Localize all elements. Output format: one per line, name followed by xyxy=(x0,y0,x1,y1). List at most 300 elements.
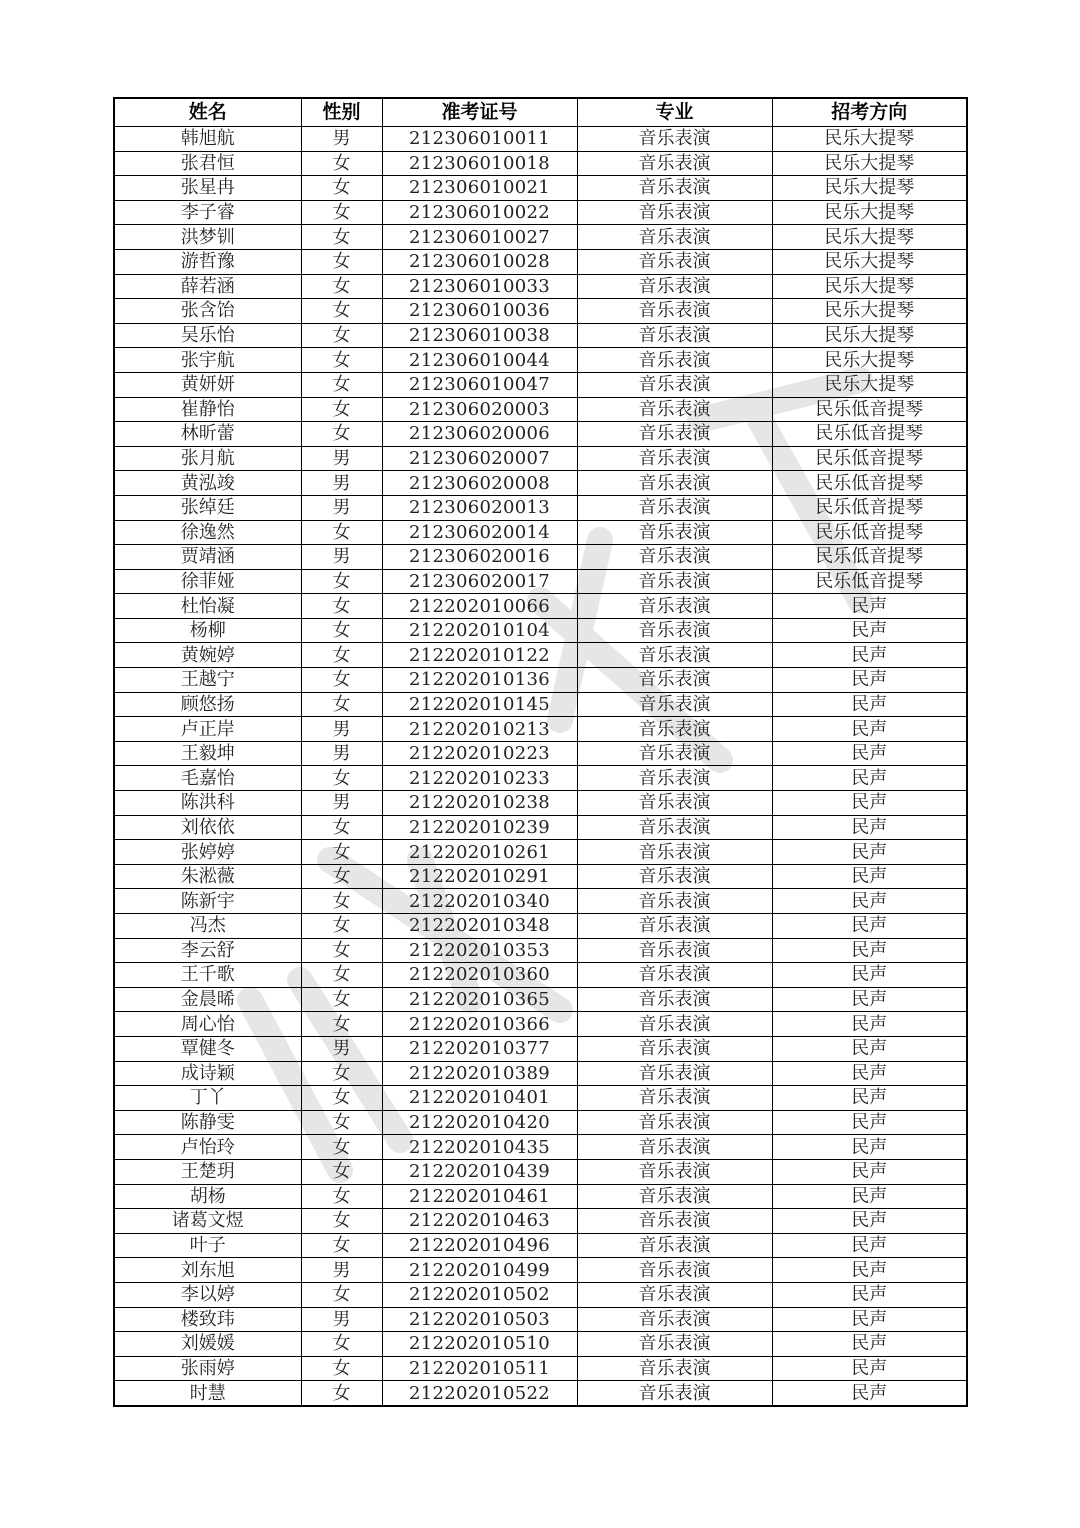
cell-name: 徐逸然 xyxy=(114,520,301,545)
cell-exam-id: 212202010360 xyxy=(382,963,577,988)
cell-gender: 女 xyxy=(301,815,382,840)
cell-name: 韩旭航 xyxy=(114,127,301,152)
cell-major: 音乐表演 xyxy=(577,889,772,914)
cell-direction: 民声 xyxy=(772,1233,967,1258)
cell-name: 张含饴 xyxy=(114,299,301,324)
table-row xyxy=(114,299,967,324)
cell-gender: 女 xyxy=(301,692,382,717)
cell-gender: 女 xyxy=(301,594,382,619)
header-row xyxy=(114,98,967,127)
cell-exam-id: 212306010021 xyxy=(382,176,577,201)
cell-major: 音乐表演 xyxy=(577,1209,772,1234)
cell-exam-id: 212306010022 xyxy=(382,200,577,225)
cell-exam-id: 212202010522 xyxy=(382,1381,577,1406)
header-major: 专业 xyxy=(577,98,772,127)
table-row xyxy=(114,987,967,1012)
cell-gender: 女 xyxy=(301,225,382,250)
cell-gender: 女 xyxy=(301,1184,382,1209)
cell-direction: 民声 xyxy=(772,1307,967,1332)
table-row xyxy=(114,1381,967,1406)
cell-name: 黄妍妍 xyxy=(114,372,301,397)
cell-direction: 民声 xyxy=(772,1135,967,1160)
cell-gender: 男 xyxy=(301,1307,382,1332)
cell-major: 音乐表演 xyxy=(577,1307,772,1332)
cell-major: 音乐表演 xyxy=(577,1135,772,1160)
table-row xyxy=(114,1356,967,1381)
cell-name: 张婷婷 xyxy=(114,840,301,865)
cell-exam-id: 212202010435 xyxy=(382,1135,577,1160)
cell-direction: 民声 xyxy=(772,815,967,840)
cell-major: 音乐表演 xyxy=(577,127,772,152)
cell-exam-id: 212306010044 xyxy=(382,348,577,373)
cell-name: 王千歌 xyxy=(114,963,301,988)
table-row xyxy=(114,1012,967,1037)
cell-name: 洪梦钏 xyxy=(114,225,301,250)
cell-major: 音乐表演 xyxy=(577,815,772,840)
cell-name: 诸葛文煜 xyxy=(114,1209,301,1234)
table-row xyxy=(114,963,967,988)
cell-gender: 女 xyxy=(301,176,382,201)
cell-direction: 民声 xyxy=(772,1086,967,1111)
cell-name: 杜怡凝 xyxy=(114,594,301,619)
cell-direction: 民声 xyxy=(772,791,967,816)
cell-exam-id: 212202010104 xyxy=(382,618,577,643)
cell-name: 叶子 xyxy=(114,1233,301,1258)
cell-gender: 男 xyxy=(301,127,382,152)
cell-exam-id: 212306010027 xyxy=(382,225,577,250)
cell-exam-id: 212306020016 xyxy=(382,545,577,570)
cell-exam-id: 212202010365 xyxy=(382,987,577,1012)
cell-name: 时慧 xyxy=(114,1381,301,1406)
table-row xyxy=(114,938,967,963)
cell-name: 刘东旭 xyxy=(114,1258,301,1283)
table-row xyxy=(114,471,967,496)
cell-direction: 民声 xyxy=(772,1012,967,1037)
cell-exam-id: 212202010340 xyxy=(382,889,577,914)
cell-name: 张绰廷 xyxy=(114,495,301,520)
cell-gender: 女 xyxy=(301,422,382,447)
cell-name: 卢怡玲 xyxy=(114,1135,301,1160)
header-exam-id: 准考证号 xyxy=(382,98,577,127)
cell-major: 音乐表演 xyxy=(577,766,772,791)
table-row xyxy=(114,1135,967,1160)
cell-gender: 女 xyxy=(301,766,382,791)
cell-direction: 民声 xyxy=(772,594,967,619)
cell-gender: 女 xyxy=(301,520,382,545)
cell-gender: 男 xyxy=(301,791,382,816)
cell-major: 音乐表演 xyxy=(577,791,772,816)
cell-major: 音乐表演 xyxy=(577,569,772,594)
cell-name: 王越宁 xyxy=(114,668,301,693)
cell-name: 陈静雯 xyxy=(114,1110,301,1135)
cell-major: 音乐表演 xyxy=(577,914,772,939)
cell-direction: 民乐大提琴 xyxy=(772,176,967,201)
cell-gender: 女 xyxy=(301,889,382,914)
cell-exam-id: 212202010463 xyxy=(382,1209,577,1234)
cell-name: 贾靖涵 xyxy=(114,545,301,570)
cell-exam-id: 212306010038 xyxy=(382,323,577,348)
cell-exam-id: 212306020006 xyxy=(382,422,577,447)
table-row xyxy=(114,1258,967,1283)
header-gender: 性别 xyxy=(301,98,382,127)
cell-exam-id: 212202010261 xyxy=(382,840,577,865)
cell-exam-id: 212202010366 xyxy=(382,1012,577,1037)
cell-direction: 民声 xyxy=(772,1381,967,1406)
cell-exam-id: 212202010401 xyxy=(382,1086,577,1111)
cell-exam-id: 212202010145 xyxy=(382,692,577,717)
cell-major: 音乐表演 xyxy=(577,397,772,422)
cell-direction: 民声 xyxy=(772,1282,967,1307)
table-row xyxy=(114,741,967,766)
cell-name: 陈新宇 xyxy=(114,889,301,914)
cell-name: 楼致玮 xyxy=(114,1307,301,1332)
cell-exam-id: 212202010502 xyxy=(382,1282,577,1307)
cell-name: 李云舒 xyxy=(114,938,301,963)
cell-exam-id: 212202010353 xyxy=(382,938,577,963)
cell-direction: 民乐低音提琴 xyxy=(772,397,967,422)
table-row xyxy=(114,495,967,520)
cell-exam-id: 212306010028 xyxy=(382,249,577,274)
cell-major: 音乐表演 xyxy=(577,741,772,766)
cell-exam-id: 212202010377 xyxy=(382,1036,577,1061)
cell-major: 音乐表演 xyxy=(577,1086,772,1111)
cell-gender: 男 xyxy=(301,495,382,520)
cell-name: 崔静怡 xyxy=(114,397,301,422)
cell-direction: 民声 xyxy=(772,692,967,717)
cell-exam-id: 212306020003 xyxy=(382,397,577,422)
cell-direction: 民乐低音提琴 xyxy=(772,569,967,594)
cell-direction: 民声 xyxy=(772,1332,967,1357)
cell-name: 王楚玥 xyxy=(114,1159,301,1184)
cell-name: 吴乐怡 xyxy=(114,323,301,348)
cell-direction: 民声 xyxy=(772,1356,967,1381)
cell-direction: 民声 xyxy=(772,840,967,865)
cell-exam-id: 212202010238 xyxy=(382,791,577,816)
cell-name: 张雨婷 xyxy=(114,1356,301,1381)
cell-gender: 女 xyxy=(301,1159,382,1184)
cell-major: 音乐表演 xyxy=(577,1282,772,1307)
cell-major: 音乐表演 xyxy=(577,348,772,373)
table-row xyxy=(114,446,967,471)
cell-direction: 民声 xyxy=(772,1110,967,1135)
cell-major: 音乐表演 xyxy=(577,840,772,865)
cell-major: 音乐表演 xyxy=(577,963,772,988)
table-row xyxy=(114,1184,967,1209)
cell-major: 音乐表演 xyxy=(577,938,772,963)
cell-exam-id: 212202010291 xyxy=(382,864,577,889)
cell-exam-id: 212202010213 xyxy=(382,717,577,742)
table-row xyxy=(114,840,967,865)
cell-exam-id: 212306020014 xyxy=(382,520,577,545)
table-row xyxy=(114,372,967,397)
table-row xyxy=(114,717,967,742)
cell-major: 音乐表演 xyxy=(577,1332,772,1357)
cell-major: 音乐表演 xyxy=(577,864,772,889)
cell-gender: 女 xyxy=(301,618,382,643)
cell-exam-id: 212306020017 xyxy=(382,569,577,594)
cell-major: 音乐表演 xyxy=(577,225,772,250)
table-row xyxy=(114,692,967,717)
cell-gender: 男 xyxy=(301,545,382,570)
cell-exam-id: 212202010496 xyxy=(382,1233,577,1258)
cell-gender: 女 xyxy=(301,938,382,963)
cell-major: 音乐表演 xyxy=(577,495,772,520)
cell-direction: 民乐低音提琴 xyxy=(772,520,967,545)
cell-major: 音乐表演 xyxy=(577,1356,772,1381)
cell-gender: 女 xyxy=(301,1110,382,1135)
cell-exam-id: 212202010439 xyxy=(382,1159,577,1184)
cell-gender: 女 xyxy=(301,274,382,299)
cell-name: 林昕蕾 xyxy=(114,422,301,447)
cell-major: 音乐表演 xyxy=(577,151,772,176)
table-row xyxy=(114,569,967,594)
cell-major: 音乐表演 xyxy=(577,372,772,397)
table-row xyxy=(114,1209,967,1234)
cell-name: 游哲豫 xyxy=(114,249,301,274)
cell-direction: 民声 xyxy=(772,766,967,791)
cell-direction: 民声 xyxy=(772,717,967,742)
cell-gender: 女 xyxy=(301,1135,382,1160)
cell-name: 朱淞薇 xyxy=(114,864,301,889)
admission-roster xyxy=(113,97,966,1407)
cell-name: 顾悠扬 xyxy=(114,692,301,717)
cell-name: 陈洪科 xyxy=(114,791,301,816)
cell-exam-id: 212306020013 xyxy=(382,495,577,520)
table-row xyxy=(114,766,967,791)
cell-gender: 男 xyxy=(301,446,382,471)
cell-gender: 女 xyxy=(301,840,382,865)
table-row xyxy=(114,348,967,373)
cell-gender: 男 xyxy=(301,1036,382,1061)
cell-major: 音乐表演 xyxy=(577,422,772,447)
cell-direction: 民声 xyxy=(772,1061,967,1086)
cell-direction: 民声 xyxy=(772,1036,967,1061)
cell-exam-id: 212202010511 xyxy=(382,1356,577,1381)
cell-gender: 女 xyxy=(301,569,382,594)
cell-gender: 男 xyxy=(301,717,382,742)
cell-exam-id: 212306010047 xyxy=(382,372,577,397)
cell-direction: 民声 xyxy=(772,864,967,889)
table-row xyxy=(114,791,967,816)
cell-direction: 民声 xyxy=(772,1258,967,1283)
cell-major: 音乐表演 xyxy=(577,200,772,225)
cell-major: 音乐表演 xyxy=(577,618,772,643)
cell-gender: 女 xyxy=(301,200,382,225)
roster-table xyxy=(113,97,968,1407)
cell-major: 音乐表演 xyxy=(577,1061,772,1086)
cell-exam-id: 212306020007 xyxy=(382,446,577,471)
cell-name: 覃健冬 xyxy=(114,1036,301,1061)
cell-gender: 女 xyxy=(301,987,382,1012)
cell-major: 音乐表演 xyxy=(577,594,772,619)
cell-major: 音乐表演 xyxy=(577,1012,772,1037)
cell-exam-id: 212202010122 xyxy=(382,643,577,668)
cell-direction: 民声 xyxy=(772,914,967,939)
table-row xyxy=(114,225,967,250)
cell-name: 刘媛媛 xyxy=(114,1332,301,1357)
cell-exam-id: 212202010233 xyxy=(382,766,577,791)
table-row xyxy=(114,422,967,447)
cell-major: 音乐表演 xyxy=(577,176,772,201)
cell-name: 李以婷 xyxy=(114,1282,301,1307)
table-row xyxy=(114,643,967,668)
cell-exam-id: 212306010018 xyxy=(382,151,577,176)
cell-gender: 女 xyxy=(301,1209,382,1234)
table-row xyxy=(114,200,967,225)
table-row xyxy=(114,618,967,643)
cell-major: 音乐表演 xyxy=(577,323,772,348)
cell-direction: 民声 xyxy=(772,741,967,766)
cell-direction: 民声 xyxy=(772,1209,967,1234)
cell-major: 音乐表演 xyxy=(577,1381,772,1406)
cell-direction: 民乐大提琴 xyxy=(772,372,967,397)
cell-gender: 男 xyxy=(301,1258,382,1283)
cell-gender: 女 xyxy=(301,963,382,988)
cell-exam-id: 212202010499 xyxy=(382,1258,577,1283)
cell-name: 徐菲娅 xyxy=(114,569,301,594)
cell-exam-id: 212306020008 xyxy=(382,471,577,496)
cell-gender: 女 xyxy=(301,397,382,422)
cell-major: 音乐表演 xyxy=(577,249,772,274)
cell-name: 张月航 xyxy=(114,446,301,471)
cell-gender: 女 xyxy=(301,1282,382,1307)
cell-gender: 女 xyxy=(301,372,382,397)
cell-name: 刘依依 xyxy=(114,815,301,840)
cell-major: 音乐表演 xyxy=(577,692,772,717)
cell-direction: 民声 xyxy=(772,938,967,963)
cell-major: 音乐表演 xyxy=(577,717,772,742)
cell-exam-id: 212306010011 xyxy=(382,127,577,152)
table-row xyxy=(114,1086,967,1111)
cell-direction: 民声 xyxy=(772,668,967,693)
table-row xyxy=(114,864,967,889)
table-row xyxy=(114,520,967,545)
cell-major: 音乐表演 xyxy=(577,446,772,471)
cell-exam-id: 212202010503 xyxy=(382,1307,577,1332)
cell-gender: 女 xyxy=(301,1356,382,1381)
cell-name: 毛嘉怡 xyxy=(114,766,301,791)
cell-exam-id: 212202010239 xyxy=(382,815,577,840)
table-row xyxy=(114,815,967,840)
cell-direction: 民声 xyxy=(772,987,967,1012)
cell-gender: 女 xyxy=(301,299,382,324)
cell-gender: 女 xyxy=(301,914,382,939)
cell-gender: 男 xyxy=(301,741,382,766)
cell-major: 音乐表演 xyxy=(577,1184,772,1209)
cell-major: 音乐表演 xyxy=(577,1110,772,1135)
cell-major: 音乐表演 xyxy=(577,274,772,299)
cell-exam-id: 212306010036 xyxy=(382,299,577,324)
table-row xyxy=(114,1036,967,1061)
cell-direction: 民乐大提琴 xyxy=(772,348,967,373)
cell-gender: 女 xyxy=(301,668,382,693)
cell-name: 薛若涵 xyxy=(114,274,301,299)
cell-gender: 女 xyxy=(301,249,382,274)
cell-direction: 民声 xyxy=(772,963,967,988)
cell-gender: 女 xyxy=(301,1061,382,1086)
cell-major: 音乐表演 xyxy=(577,643,772,668)
cell-gender: 女 xyxy=(301,864,382,889)
cell-gender: 女 xyxy=(301,348,382,373)
cell-gender: 女 xyxy=(301,643,382,668)
cell-name: 杨柳 xyxy=(114,618,301,643)
table-row xyxy=(114,545,967,570)
cell-major: 音乐表演 xyxy=(577,1159,772,1184)
table-row xyxy=(114,127,967,152)
cell-exam-id: 212202010136 xyxy=(382,668,577,693)
cell-major: 音乐表演 xyxy=(577,1036,772,1061)
cell-name: 周心怡 xyxy=(114,1012,301,1037)
header-direction: 招考方向 xyxy=(772,98,967,127)
cell-major: 音乐表演 xyxy=(577,520,772,545)
cell-major: 音乐表演 xyxy=(577,545,772,570)
cell-major: 音乐表演 xyxy=(577,299,772,324)
cell-name: 张君恒 xyxy=(114,151,301,176)
cell-gender: 女 xyxy=(301,1086,382,1111)
cell-name: 卢正岸 xyxy=(114,717,301,742)
table-row xyxy=(114,668,967,693)
cell-gender: 女 xyxy=(301,1381,382,1406)
table-row xyxy=(114,1061,967,1086)
cell-name: 李子睿 xyxy=(114,200,301,225)
cell-direction: 民乐低音提琴 xyxy=(772,495,967,520)
cell-exam-id: 212306010033 xyxy=(382,274,577,299)
table-row xyxy=(114,151,967,176)
cell-direction: 民乐大提琴 xyxy=(772,225,967,250)
table-row xyxy=(114,397,967,422)
cell-gender: 女 xyxy=(301,323,382,348)
cell-gender: 女 xyxy=(301,1012,382,1037)
cell-exam-id: 212202010348 xyxy=(382,914,577,939)
cell-direction: 民声 xyxy=(772,1184,967,1209)
cell-exam-id: 212202010389 xyxy=(382,1061,577,1086)
cell-name: 成诗颖 xyxy=(114,1061,301,1086)
cell-direction: 民乐大提琴 xyxy=(772,151,967,176)
table-row xyxy=(114,1332,967,1357)
table-row xyxy=(114,274,967,299)
cell-direction: 民乐低音提琴 xyxy=(772,471,967,496)
cell-gender: 男 xyxy=(301,471,382,496)
cell-exam-id: 212202010223 xyxy=(382,741,577,766)
cell-name: 黄泓竣 xyxy=(114,471,301,496)
cell-exam-id: 212202010066 xyxy=(382,594,577,619)
cell-name: 王毅坤 xyxy=(114,741,301,766)
cell-direction: 民乐大提琴 xyxy=(772,323,967,348)
cell-name: 黄婉婷 xyxy=(114,643,301,668)
cell-gender: 女 xyxy=(301,1332,382,1357)
cell-direction: 民声 xyxy=(772,643,967,668)
cell-major: 音乐表演 xyxy=(577,668,772,693)
table-row xyxy=(114,889,967,914)
cell-exam-id: 212202010510 xyxy=(382,1332,577,1357)
header-name: 姓名 xyxy=(114,98,301,127)
table-row xyxy=(114,1110,967,1135)
cell-name: 金晨晞 xyxy=(114,987,301,1012)
cell-major: 音乐表演 xyxy=(577,1258,772,1283)
table-row xyxy=(114,323,967,348)
cell-name: 胡杨 xyxy=(114,1184,301,1209)
cell-direction: 民乐低音提琴 xyxy=(772,545,967,570)
cell-major: 音乐表演 xyxy=(577,1233,772,1258)
cell-name: 张宇航 xyxy=(114,348,301,373)
cell-gender: 女 xyxy=(301,151,382,176)
cell-direction: 民乐大提琴 xyxy=(772,127,967,152)
cell-major: 音乐表演 xyxy=(577,471,772,496)
table-row xyxy=(114,1282,967,1307)
table-row xyxy=(114,1159,967,1184)
cell-name: 张星冉 xyxy=(114,176,301,201)
cell-direction: 民乐大提琴 xyxy=(772,299,967,324)
